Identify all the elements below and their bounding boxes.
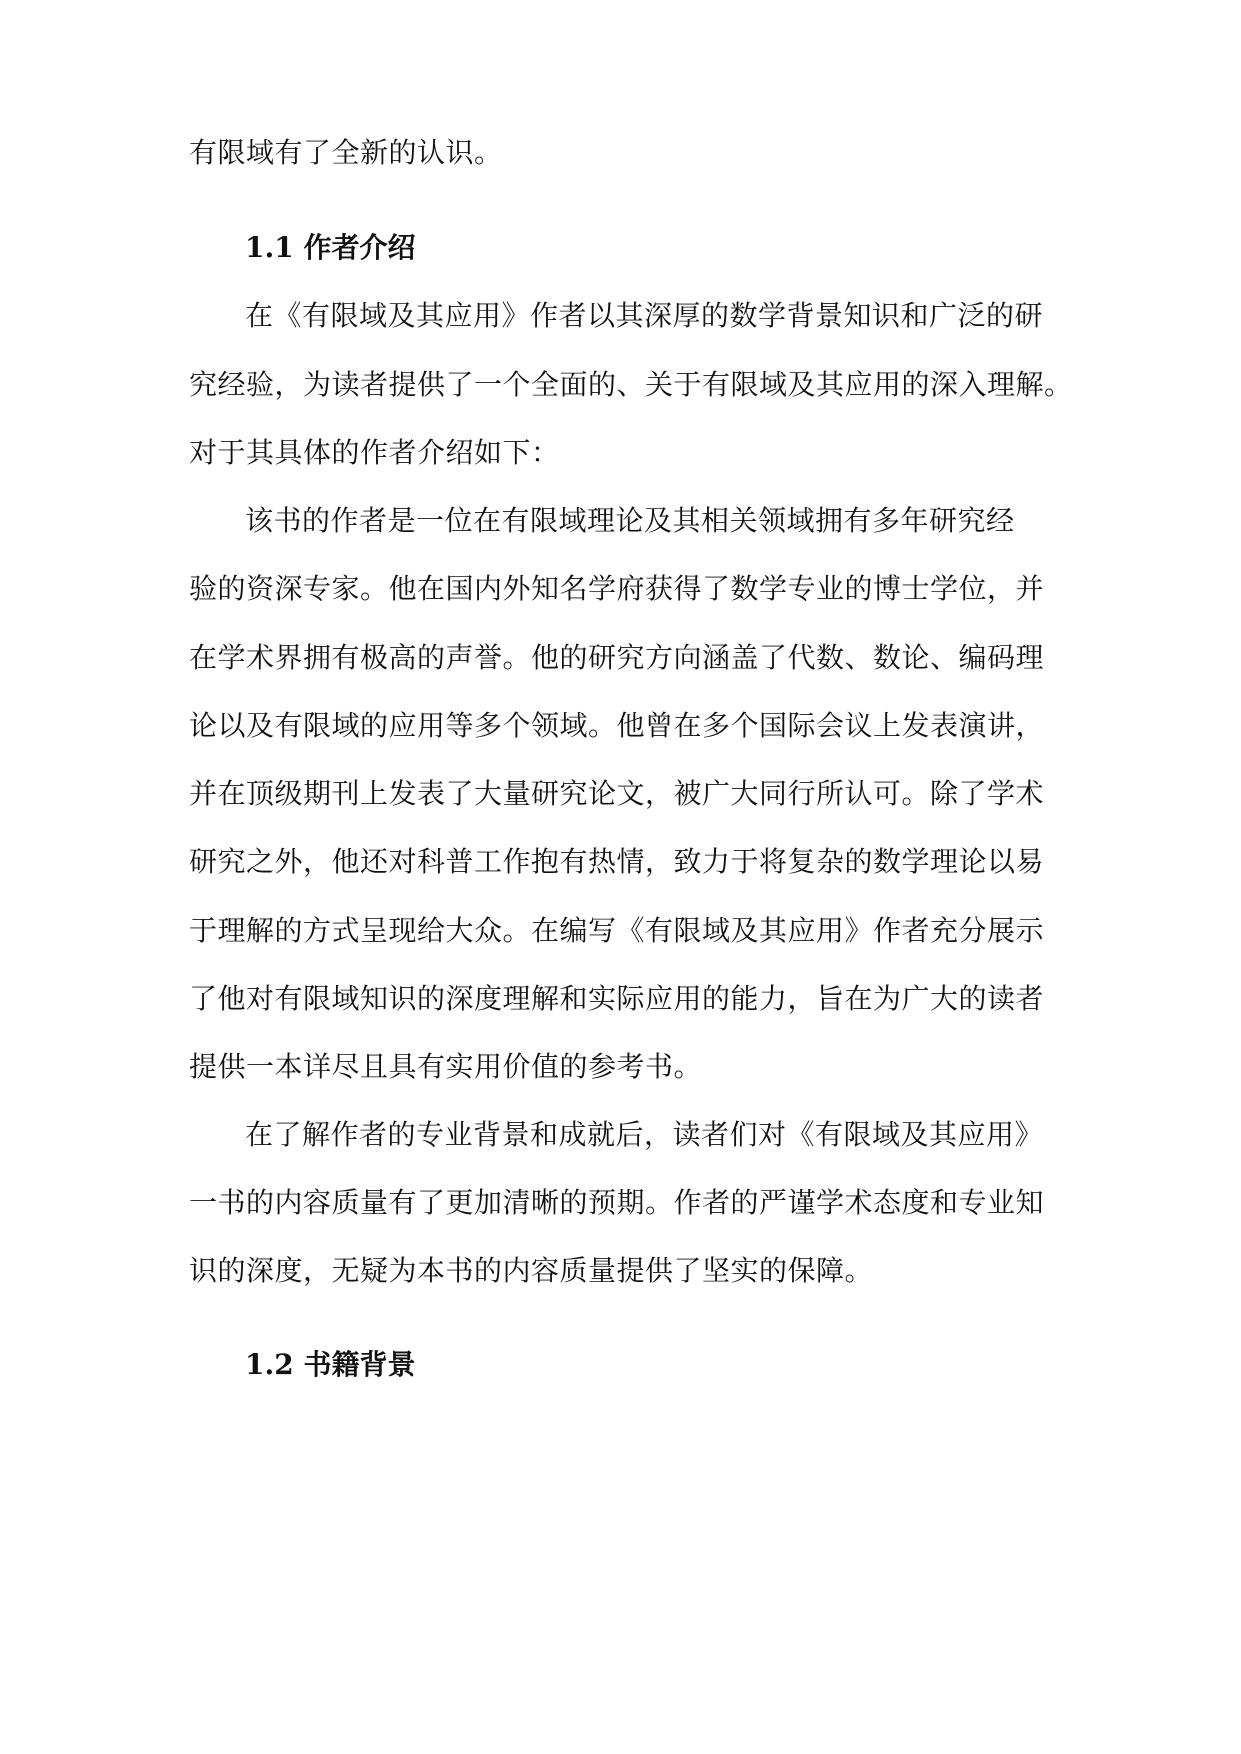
section-heading-1-1 xyxy=(245,228,415,268)
section-number: 1.1 xyxy=(245,231,294,264)
section-number: 1.2 xyxy=(245,1348,294,1381)
paragraph-line: 验的资深专家。他在国内外知名学府获得了数学专业的博士学位，并 xyxy=(189,572,1045,605)
paragraph-line: 在学术界拥有极高的声誉。他的研究方向涵盖了代数、数论、编码理 xyxy=(189,641,1045,674)
paragraph-line: 了他对有限域知识的深度理解和实际应用的能力，旨在为广大的读者 xyxy=(189,982,1045,1015)
paragraph-line: 一书的内容质量有了更加清晰的预期。作者的严谨学术态度和专业知 xyxy=(189,1186,1045,1219)
paragraph-line: 在了解作者的专业背景和成就后，读者们对《有限域及其应用》 xyxy=(245,1118,1044,1151)
section-title: 书籍背景 xyxy=(303,1348,416,1381)
paragraph-line: 提供一本详尽且具有实用价值的参考书。 xyxy=(189,1050,703,1083)
paragraph-line: 研究之外，他还对科普工作抱有热情，致力于将复杂的数学理论以易 xyxy=(189,845,1045,878)
paragraph-line: 对于其具体的作者介绍如下： xyxy=(189,436,560,469)
paragraph-line: 论以及有限域的应用等多个领域。他曾在多个国际会议上发表演讲， xyxy=(189,709,1045,742)
paragraph-line: 并在顶级期刊上发表了大量研究论文，被广大同行所认可。除了学术 xyxy=(189,777,1045,810)
paragraph-line: 识的深度，无疑为本书的内容质量提供了坚实的保障。 xyxy=(189,1254,874,1287)
paragraph-line: 于理解的方式呈现给大众。在编写《有限域及其应用》作者充分展示 xyxy=(189,914,1045,947)
paragraph-line: 在《有限域及其应用》作者以其深厚的数学背景知识和广泛的研 xyxy=(245,299,1044,332)
section-heading-1-2 xyxy=(245,1345,415,1385)
section-title: 作者介绍 xyxy=(303,231,416,264)
paragraph-line: 究经验，为读者提供了一个全面的、关于有限域及其应用的深入理解。 xyxy=(189,368,1073,401)
paragraph-line: 有限域有了全新的认识。 xyxy=(189,136,503,169)
paragraph-line: 该书的作者是一位在有限域理论及其相关领域拥有多年研究经 xyxy=(245,504,1015,537)
